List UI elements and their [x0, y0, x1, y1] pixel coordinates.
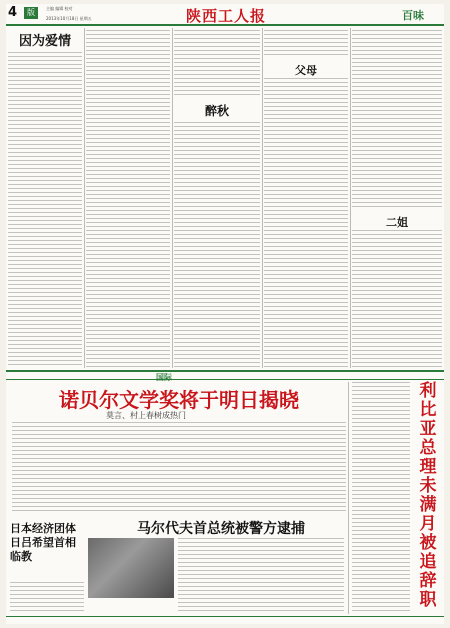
maldives-headline: 马尔代夫首总统被警方逮捕 — [137, 521, 305, 537]
libya-headline: 利比亚总理未满月被追辞职 — [419, 381, 437, 610]
libya-article-body — [352, 382, 410, 614]
column-divider — [262, 28, 263, 368]
article-body — [264, 30, 348, 58]
column-4 — [264, 28, 348, 368]
main-headline: 诺贝尔文学奖将于明日揭晓 — [59, 388, 299, 412]
column-5 — [352, 28, 442, 368]
lower-section — [6, 370, 444, 624]
article-body — [86, 30, 170, 368]
newspaper-page — [6, 4, 444, 624]
main-article-body — [12, 422, 346, 512]
column-divider — [350, 28, 351, 368]
article-body — [352, 30, 442, 210]
paper-name: 陕西工人报 — [186, 7, 267, 25]
section-name: 百味 — [402, 9, 424, 22]
page-footer — [6, 616, 444, 624]
article-title-sister: 二姐 — [386, 216, 408, 229]
main-subheadline: 莫言、村上春树成热门 — [106, 411, 186, 420]
edition-badge: 版 — [24, 7, 38, 19]
article-body — [174, 122, 260, 368]
meta-line: 主编 编辑 校对 — [46, 6, 73, 11]
japan-article-body — [10, 582, 84, 612]
column-3 — [174, 28, 260, 368]
page-number: 4 — [8, 5, 18, 20]
article-body — [352, 230, 442, 368]
column-divider — [348, 382, 349, 614]
article-title-autumn: 醉秋 — [204, 104, 229, 118]
column-divider — [84, 28, 85, 368]
maldives-article-body — [178, 538, 344, 614]
news-photo — [88, 538, 174, 598]
article-title-parents: 父母 — [295, 64, 317, 77]
article-body — [8, 52, 82, 366]
section-label: 国际 — [156, 373, 172, 382]
column-1 — [8, 28, 82, 368]
column-divider — [172, 28, 173, 368]
upper-section — [6, 28, 444, 368]
section-bar — [6, 370, 444, 380]
masthead — [6, 4, 444, 26]
column-2 — [86, 28, 170, 368]
date-line: 2013年10月18日 星期五 — [46, 16, 92, 21]
japan-headline: 日本经济团体日吕希望首相临教 — [10, 522, 76, 563]
article-body — [174, 30, 260, 98]
article-title-love: 因为爱情 — [18, 34, 71, 49]
article-body — [264, 78, 348, 368]
